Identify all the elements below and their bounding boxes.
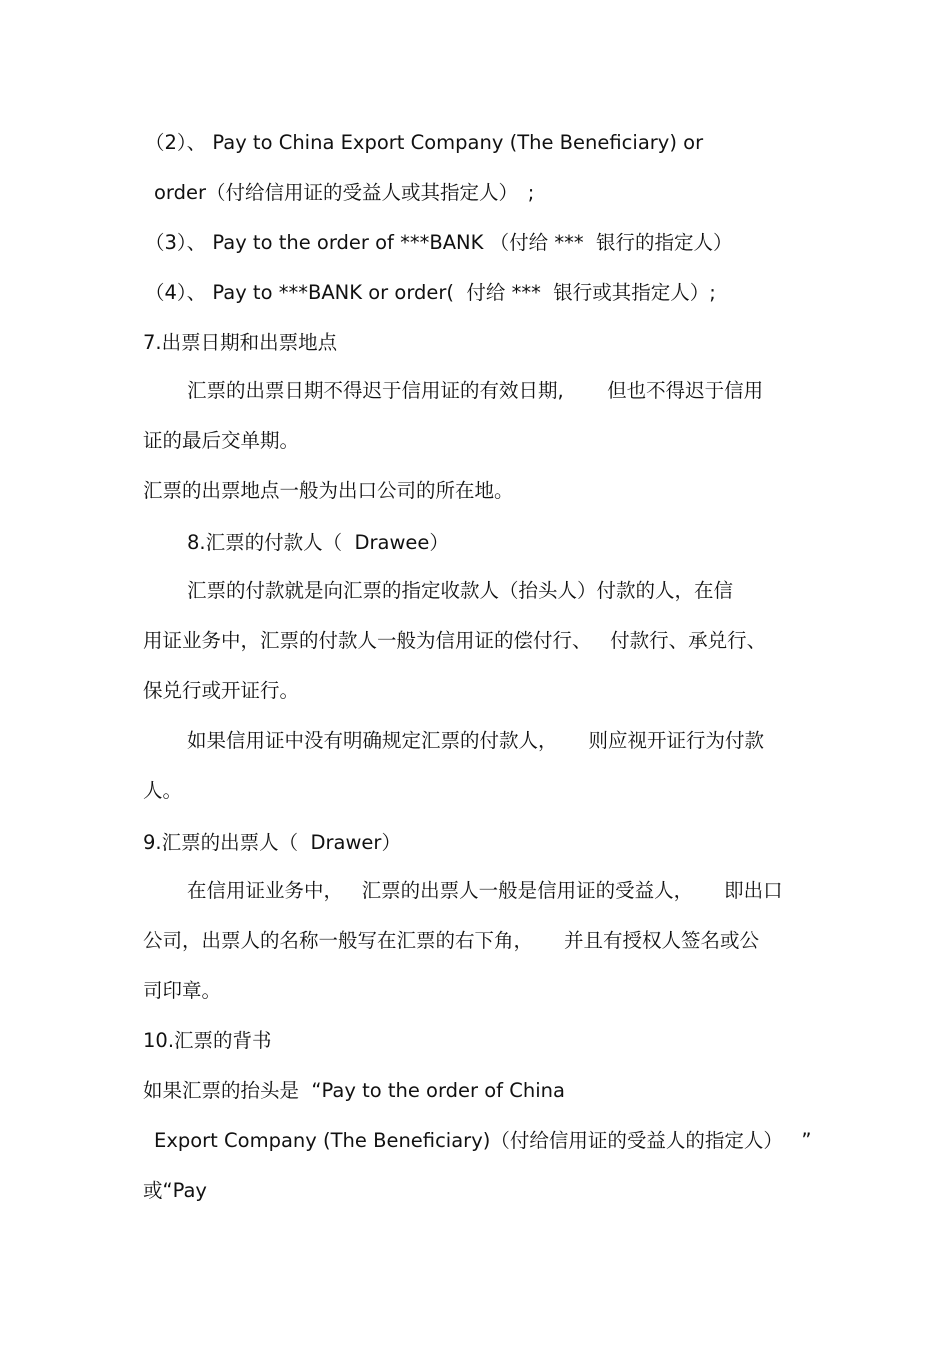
text-line: 在信用证业务中， 汇票的出票人一般是信用证的受益人， 即出口	[187, 879, 783, 902]
text-line: 如果信用证中没有明确规定汇票的付款人， 则应视开证行为付款	[187, 729, 764, 752]
section-heading: 9.汇票的出票人（ Drawer）	[143, 831, 401, 854]
text-line: 人。	[143, 779, 183, 802]
text-line: 汇票的出票地点一般为出口公司的所在地。	[143, 479, 514, 502]
text-line: 用证业务中，汇票的付款人一般为信用证的偿付行、 付款行、承兑行、	[143, 629, 767, 652]
text-line: 或“Pay	[143, 1179, 207, 1202]
text-line: 保兑行或开证行。	[143, 679, 300, 702]
text-line: order（付给信用证的受益人或其指定人） ;	[154, 181, 535, 204]
text-line: Export Company (The Beneficiary)（付给信用证的受益人的指定人） ”	[154, 1129, 812, 1152]
section-heading: 8.汇票的付款人（ Drawee）	[187, 531, 449, 554]
text-line: （2）、 Pay to China Export Company (The Beneficiary) or	[145, 131, 704, 154]
text-line: 汇票的付款就是向汇票的指定收款人（抬头人）付款的人，在信	[187, 579, 734, 602]
section-heading: 7.出票日期和出票地点	[143, 331, 338, 354]
text-line: 如果汇票的抬头是 “Pay to the order of China	[143, 1079, 565, 1102]
text-line: 证的最后交单期。	[143, 429, 300, 452]
text-line: 司印章。	[143, 979, 222, 1002]
text-line: （4）、 Pay to ***BANK or order( 付给 *** 银行或其指定人）;	[145, 281, 716, 304]
text-line: 公司，出票人的名称一般写在汇票的右下角， 并且有授权人签名或公	[143, 929, 759, 952]
text-line: （3）、 Pay to the order of ***BANK （付给 *** 银行的指定人）	[145, 231, 733, 254]
section-heading: 10.汇票的背书	[143, 1029, 272, 1052]
text-line: 汇票的出票日期不得迟于信用证的有效日期, 但也不得迟于信用	[187, 379, 764, 402]
